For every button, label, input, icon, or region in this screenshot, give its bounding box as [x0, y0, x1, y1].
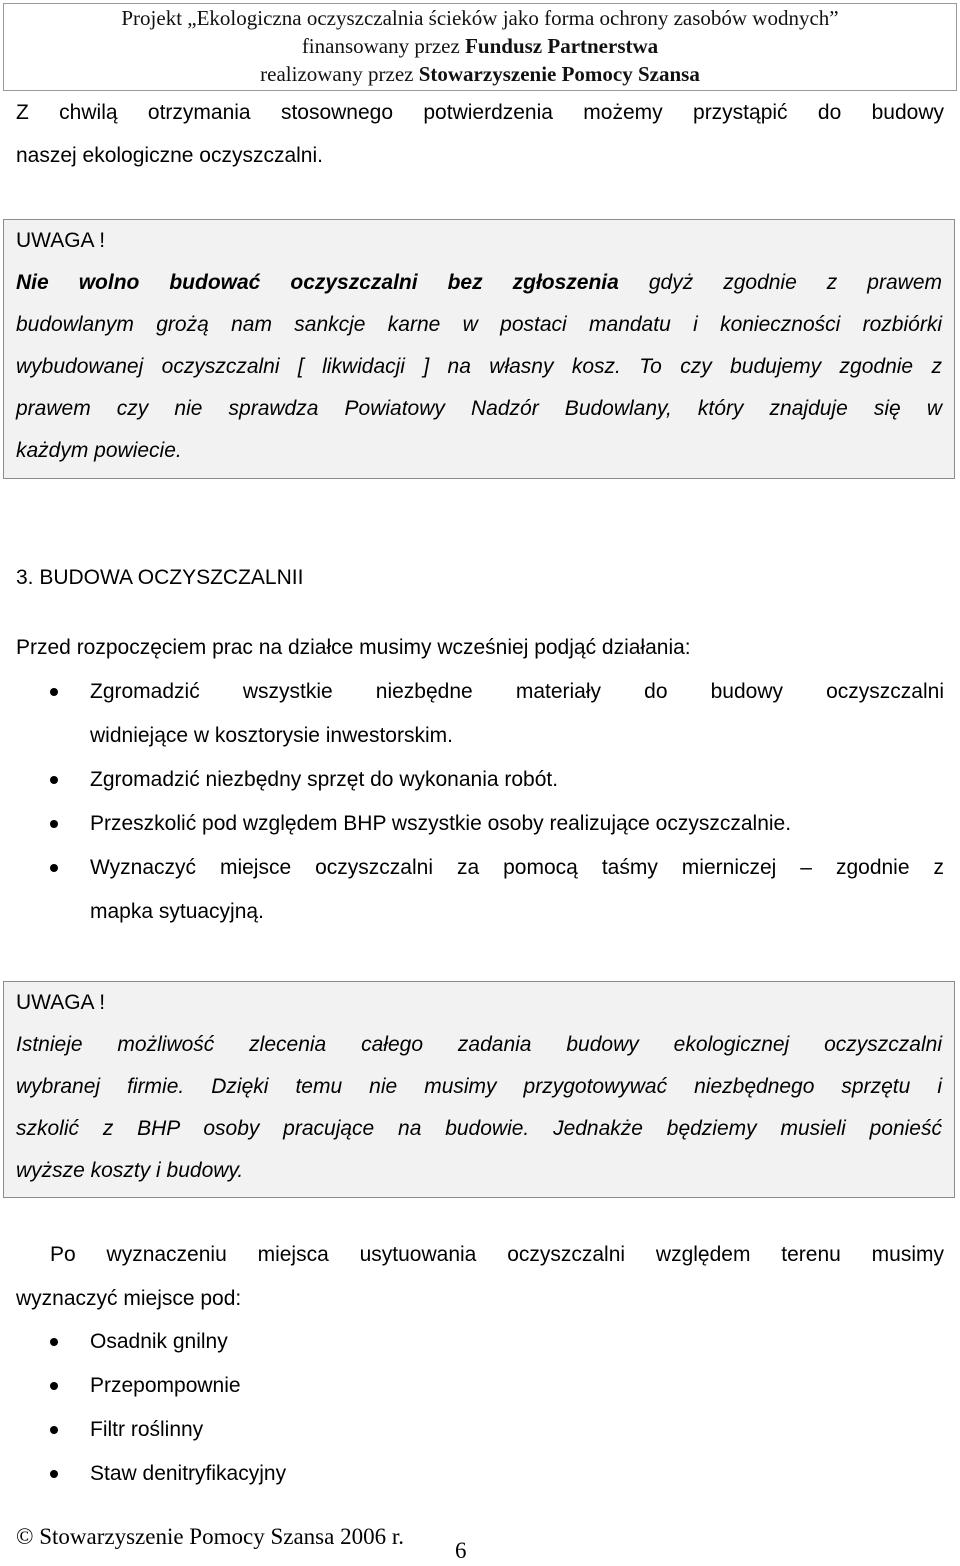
section-title: 3. BUDOWA OCZYSZCZALNII — [16, 566, 304, 589]
intro-paragraph: Z chwilą otrzymania stosownego potwierdzenia możemy przystąpić do budowy naszej ekologiczne oczyszczalni. — [16, 101, 944, 167]
list-item: Zgromadzić wszystkie niezbędne materiały do budowy oczyszczalni widniejące w kosztorysie inwestorskim. — [50, 670, 944, 758]
header-implementer-line: realizowany przez Stowarzyszenie Pomocy Szansa — [260, 62, 700, 86]
list-item: Osadnik gnilny — [50, 1320, 944, 1364]
bullet-icon — [50, 1338, 58, 1346]
warning-label: UWAGA ! — [16, 229, 106, 252]
page-number: 6 — [455, 1538, 467, 1563]
project-header — [3, 3, 957, 91]
warning-label: UWAGA ! — [16, 991, 106, 1014]
list-item: Zgromadzić niezbędny sprzęt do wykonania robót. — [50, 758, 944, 802]
bullet-icon — [50, 688, 58, 696]
preparation-list — [50, 670, 944, 934]
bullet-icon — [50, 776, 58, 784]
placement-list — [50, 1320, 944, 1496]
bullet-icon — [50, 1470, 58, 1478]
warning-emphasis: Nie wolno budować oczyszczalni bez zgłoszenia — [16, 271, 619, 294]
bullet-icon — [50, 1426, 58, 1434]
header-funder: Fundusz Partnerstwa — [465, 34, 659, 58]
list-item: Wyznaczyć miejsce oczyszczalni za pomocą taśmy mierniczej – zgodnie z mapka sytuacyjną. — [50, 846, 944, 934]
list-item: Przepompownie — [50, 1364, 944, 1408]
bullet-icon — [50, 820, 58, 828]
warning-text: Nie wolno budować oczyszczalni bez zgłoszenia gdyż zgodnie z prawem budowlanym grożą nam sankcje karne w postaci mandatu i konieczności rozbiórki wybudowanej oczyszczalni [ likwidacji ] na własny kosz. To czy budujemy zgodnie z prawem czy nie sprawdza Powiatowy Nadzór Budowlany, który znajduje się w każdym powiecie. — [16, 271, 942, 462]
header-implementer: Stowarzyszenie Pomocy Szansa — [418, 62, 700, 86]
footer-copyright: © Stowarzyszenie Pomocy Szansa 2006 r. — [16, 1524, 404, 1549]
list-item: Przeszkolić pod względem BHP wszystkie osoby realizujące oczyszczalnie. — [50, 802, 944, 846]
warning-text: Istnieje możliwość zlecenia całego zadania budowy ekologicznej oczyszczalni wybranej firmie. Dzięki temu nie musimy przygotowywać niezbędnego sprzętu i szkolić z BHP osoby pracujące na budowie. Jednakże będziemy musieli ponieść wyższe koszty i budowy. — [16, 1033, 942, 1182]
bullet-icon — [50, 1382, 58, 1390]
list-item: Staw denitryfikacyjny — [50, 1452, 944, 1496]
section-intro: Przed rozpoczęciem prac na działce musimy wcześniej podjąć działania: — [16, 636, 691, 659]
bullet-icon — [50, 864, 58, 872]
placement-paragraph: Po wyznaczeniu miejsca usytuowania oczyszczalni względem terenu musimy wyznaczyć miejsce pod: — [16, 1243, 944, 1310]
warning-box-outsourcing — [3, 981, 955, 1198]
header-funding-line: finansowany przez Fundusz Partnerstwa — [301, 34, 659, 58]
header-project-title: Projekt „Ekologiczna oczyszczalnia ścieków jako forma ochrony zasobów wodnych” — [121, 6, 839, 30]
list-item: Filtr roślinny — [50, 1408, 944, 1452]
warning-box-permit — [3, 219, 955, 479]
